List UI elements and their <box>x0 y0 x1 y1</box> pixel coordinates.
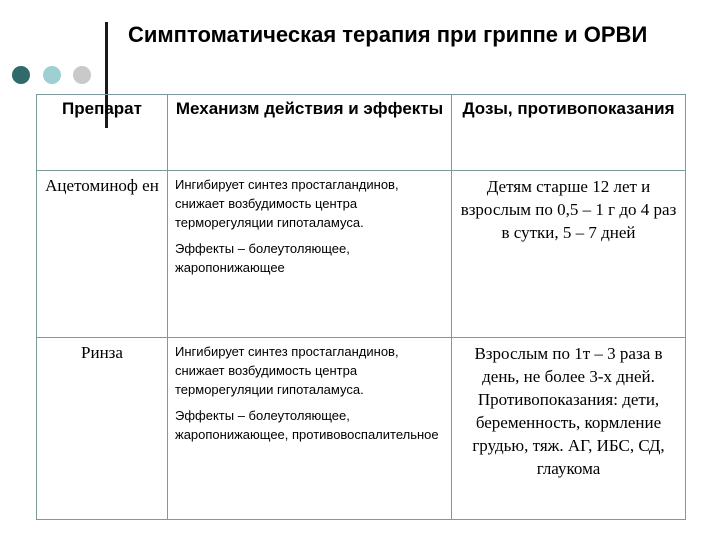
table-header-row <box>37 95 686 171</box>
table-row <box>37 338 686 520</box>
mechanism-text: Ингибирует синтез простагландинов, снижает возбудимость центра терморегуляции гипоталамуса. <box>175 177 399 230</box>
mechanism-text: Ингибирует синтез простагландинов, снижает возбудимость центра терморегуляции гипоталамуса. <box>175 344 399 397</box>
mechanism-cell <box>168 171 452 338</box>
drug-name: Ацетоминоф ен <box>37 171 168 338</box>
therapy-table <box>36 94 686 520</box>
doses-cell: Взрослым по 1т – 3 раза в день, не более 3-х дней. Противопоказания: дети, беременность, кормление грудью, тяж. АГ, ИБС, СД, глаукома <box>452 338 686 520</box>
drug-name: Ринза <box>37 338 168 520</box>
header-drug: Препарат <box>37 95 168 171</box>
mechanism-cell <box>168 338 452 520</box>
header-mechanism: Механизм действия и эффекты <box>168 95 452 171</box>
doses-cell: Детям старше 12 лет и взрослым по 0,5 – 1 г до 4 раз в сутки, 5 – 7 дней <box>452 171 686 338</box>
decorative-dot-light <box>43 66 61 84</box>
effects-text: Эффекты – болеутоляющее, жаропонижающее <box>175 241 350 275</box>
slide-title: Симптоматическая терапия при гриппе и ОРВИ <box>128 22 648 47</box>
decorative-dot-dark <box>12 66 30 84</box>
decorative-dot-gray <box>73 66 91 84</box>
effects-text: Эффекты – болеутоляющее, жаропонижающее, противовоспалительное <box>175 408 439 442</box>
header-doses: Дозы, противопоказания <box>452 95 686 171</box>
table-row <box>37 171 686 338</box>
